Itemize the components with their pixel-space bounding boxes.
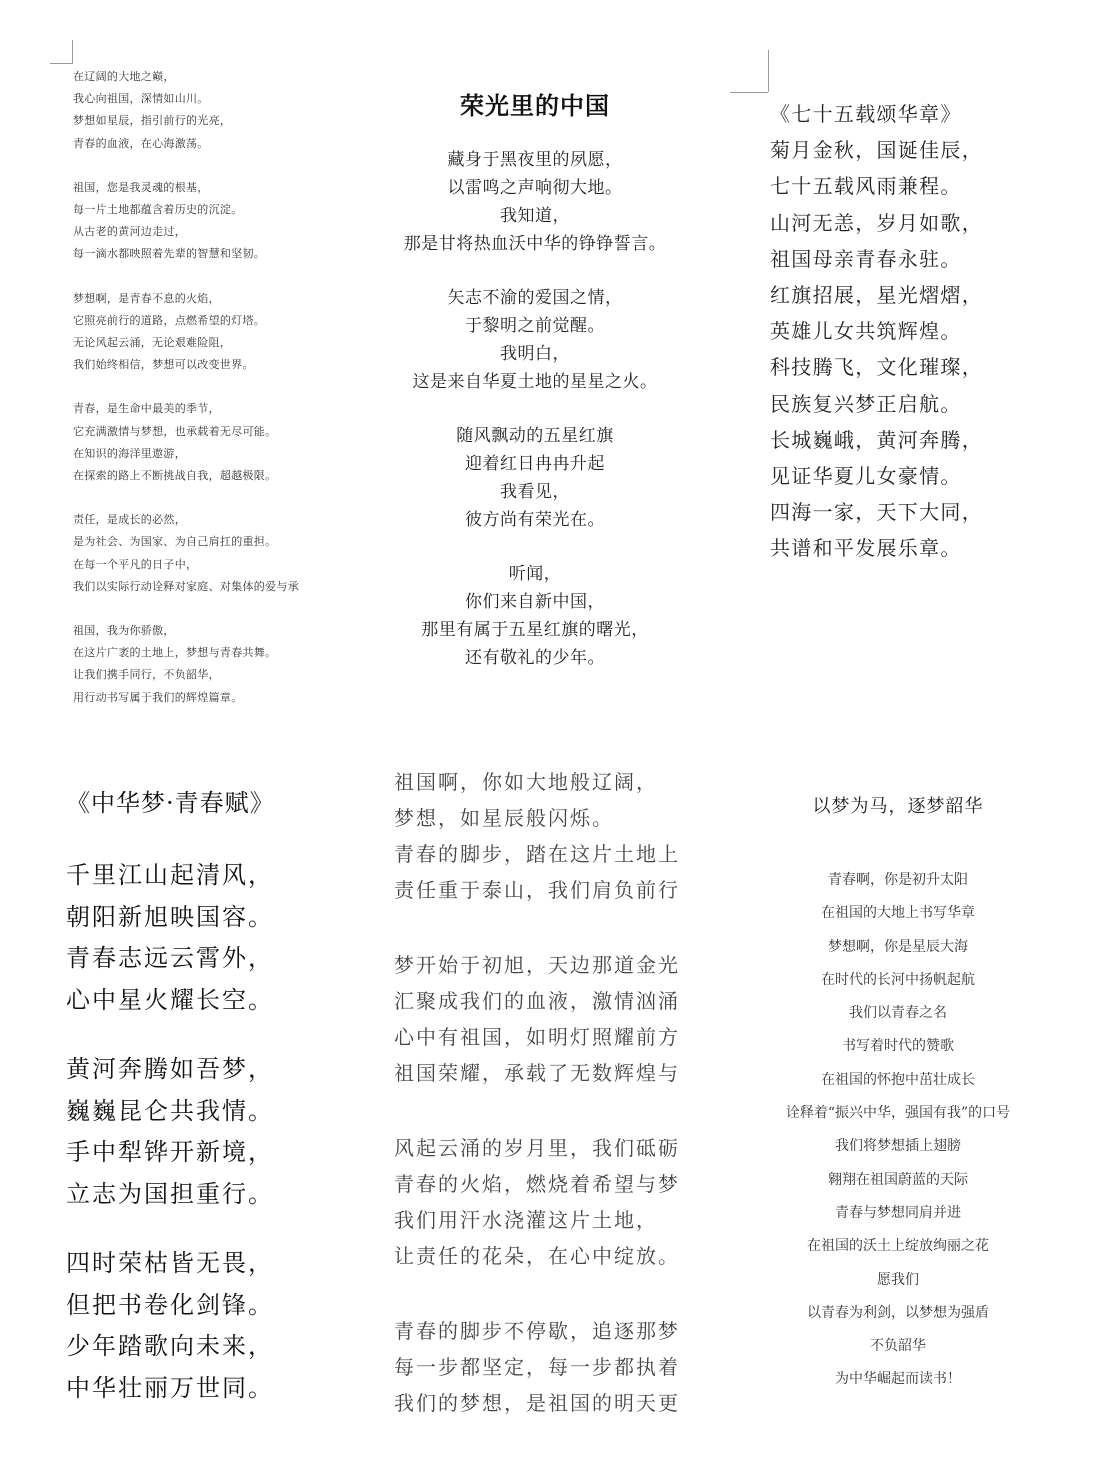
- poem-line: 它照亮前行的道路，点燃希望的灯塔。: [73, 313, 266, 327]
- poem-line: 听闻，: [508, 564, 562, 584]
- poem-line: 山河无恙，岁月如歌，: [770, 210, 983, 235]
- poem-line: 我明白，: [500, 344, 570, 364]
- stanza: [394, 947, 734, 1091]
- poem-line: 青春的血液，在心海激荡。: [73, 136, 209, 150]
- poem-line: 每一片土地都蕴含着历史的沉淀。: [73, 203, 243, 217]
- poem-top-left: [73, 66, 373, 731]
- poem-line: 巍巍昆仑共我情。: [66, 1096, 274, 1125]
- poem-title: 《七十五载颂华章》: [770, 102, 962, 126]
- poem-line: 七十五载风雨兼程。: [770, 174, 962, 199]
- poem-line: 以青春为利剑，以梦想为强盾: [807, 1304, 989, 1321]
- poem-line: 让我们携手同行，不负韶华，: [73, 668, 220, 682]
- poem-line: 青春与梦想同肩并进: [835, 1204, 961, 1221]
- stanza: [73, 66, 373, 155]
- poem-line: 梦想啊，是青春不息的火焰，: [73, 291, 220, 305]
- poem-line: 我们以青春之名: [849, 1005, 947, 1022]
- poem-line: 在辽阔的大地之巅，: [73, 70, 175, 83]
- poem-line: 在知识的海洋里遨游，: [73, 446, 186, 460]
- stanza: [380, 422, 690, 534]
- poem-line: 心中星火耀长空。: [66, 985, 274, 1014]
- poem-line: 长城巍峨，黄河奔腾，: [770, 427, 983, 452]
- poem-line: 青春，是生命中最美的季节，: [73, 402, 220, 416]
- poem-top-center: [380, 88, 690, 698]
- poem-line: 这是来自华夏土地的星星之火。: [412, 372, 658, 392]
- poem-line: 在时代的长河中扬帆起航: [821, 971, 975, 988]
- poem-line: 在祖国的大地上书写华章: [821, 905, 975, 922]
- stanza: [73, 177, 373, 266]
- poem-line: 是为社会、为国家、为自己肩扛的重担。: [73, 535, 277, 549]
- poem-line: 用行动书写属于我们的辉煌篇章。: [73, 690, 243, 704]
- poem-line: 英雄儿女共筑辉煌。: [770, 319, 962, 344]
- poem-line: 我们的梦想，是祖国的明天更: [394, 1391, 680, 1415]
- poem-line: 在祖国的怀抱中茁壮成长: [821, 1071, 975, 1088]
- poem-line: 它充满激情与梦想，也承载着无尽可能。: [73, 424, 277, 438]
- poem-bottom-left: [66, 781, 366, 1437]
- poem-line: 民族复兴梦正启航。: [770, 391, 962, 416]
- poem-line: 汇聚成我们的血液，激情汹涌: [394, 989, 680, 1013]
- poem-line: 以雷鸣之声响彻大地。: [447, 178, 623, 198]
- poem-line: 不负韶华: [870, 1338, 926, 1355]
- poem-line: 每一步都坚定，每一步都执着: [394, 1355, 680, 1379]
- poem-line: 祖国，您是我灵魂的根基，: [73, 180, 209, 194]
- poem-line: 风起云涌的岁月里，我们砥砺: [394, 1136, 680, 1160]
- poem-line: 千里江山起清风，: [66, 861, 274, 889]
- poem-line: 那是甘将热血沃中华的铮铮誓言。: [403, 234, 667, 254]
- poem-line: 责任重于泰山，我们肩负前行: [394, 878, 680, 902]
- poem-line: 红旗招展，星光熠熠，: [770, 283, 983, 308]
- poem-line: 在探索的路上不断挑战自我，超越极限。: [73, 469, 277, 483]
- poem-line: 于黎明之前觉醒。: [465, 316, 605, 336]
- poem-line: 无论风起云涌，无论艰难险阻，: [73, 336, 232, 350]
- poem-line: 少年踏歌向未来，: [66, 1332, 274, 1360]
- poem-line: 青春的火焰，燃烧着希望与梦: [394, 1172, 680, 1196]
- poem-line: 祖国母亲青春永驻。: [770, 246, 962, 271]
- poem-line: 我们以实际行动诠释对家庭、对集体的爱与承: [73, 579, 299, 593]
- poem-line: 见证华夏儿女豪情。: [770, 464, 962, 489]
- poem-line: 梦想如星辰，指引前行的光亮，: [73, 114, 232, 128]
- poem-line: 书写着时代的赞歌: [842, 1038, 954, 1055]
- poem-line: 我看见，: [500, 482, 570, 502]
- poem-line: 青春的脚步，踏在这片土地上: [394, 842, 680, 866]
- poem-line: 青春的脚步不停歇，追逐那梦: [394, 1319, 680, 1343]
- poem-line: 青春志远云霄外，: [66, 944, 274, 972]
- poem-line: 但把书卷化剑锋。: [66, 1290, 274, 1319]
- poem-title: 以梦为马，逐梦韶华: [812, 796, 984, 817]
- poem-line: 你们来自新中国，: [465, 592, 605, 612]
- poem-line: 四时荣枯皆无畏，: [66, 1249, 274, 1277]
- stanza: [73, 620, 373, 709]
- poem-line: 矢志不渝的爱国之情，: [447, 288, 623, 308]
- poem-line: 还有敬礼的少年。: [465, 648, 605, 668]
- poem-line: 在祖国的沃土上绽放绚丽之花: [807, 1238, 989, 1255]
- poem-line: 梦开始于初旭，天边那道金光: [394, 953, 680, 977]
- stanza: [394, 1313, 734, 1421]
- poem-line: 为中华崛起而读书！: [835, 1371, 961, 1388]
- poem-line: 立志为国担重行。: [66, 1179, 274, 1208]
- stanza: [66, 1243, 366, 1409]
- poem-line: 在每一个平凡的日子中，: [73, 557, 198, 571]
- poem-top-right: [770, 96, 1070, 567]
- stanza: [73, 398, 373, 487]
- poem-line: 随风飘动的五星红旗: [456, 426, 614, 446]
- poem-line: 梦想，如星辰般闪烁。: [394, 806, 614, 830]
- stanza: [394, 1130, 734, 1274]
- poem-title: 荣光里的中国: [460, 91, 610, 120]
- poem-line: 让责任的花朵，在心中绽放。: [394, 1244, 680, 1268]
- poem-line: 每一滴水都映照着先辈的智慧和坚韧。: [73, 247, 266, 261]
- poem-line: 我们将梦想插上翅膀: [835, 1138, 961, 1155]
- poem-line: 我知道，: [500, 206, 570, 226]
- poem-line: 共谱和平发展乐章。: [770, 536, 962, 561]
- stanza: [394, 764, 734, 908]
- poem-line: 心中有祖国，如明灯照耀前方: [394, 1025, 680, 1049]
- poem-line: 科技腾飞，文化璀璨，: [770, 355, 983, 380]
- poem-line: 黄河奔腾如吾梦，: [66, 1055, 274, 1083]
- stanza: [66, 1049, 366, 1215]
- poem-line: 祖国啊，你如大地般辽阔，: [394, 770, 658, 794]
- poem-line: 责任，是成长的必然，: [73, 513, 186, 527]
- poem-line: 那里有属于五星红旗的曙光，: [421, 620, 649, 640]
- poem-line: 梦想啊，你是星辰大海: [828, 938, 968, 955]
- poem-line: 我们始终相信，梦想可以改变世界。: [73, 358, 254, 372]
- poem-line: 从古老的黄河边走过，: [73, 225, 186, 239]
- poem-line: 诠释着“振兴中华，强国有我”的口号: [785, 1105, 1011, 1122]
- poem-line: 藏身于黑夜里的夙愿，: [447, 150, 623, 170]
- stanza: [73, 288, 373, 377]
- stanza: [380, 560, 690, 672]
- poem-line: 我们用汗水浇灌这片土地，: [394, 1208, 658, 1232]
- poem-line: 在这片广袤的土地上，梦想与青春共舞。: [73, 646, 277, 660]
- poem-line: 中华壮丽万世同。: [66, 1373, 274, 1402]
- stanza: [380, 284, 690, 396]
- poem-line: 祖国，我为你骄傲，: [73, 624, 175, 638]
- poem-line: 青春啊，你是初升太阳: [828, 872, 968, 888]
- poem-line: 我心向祖国，深情如山川。: [73, 92, 209, 106]
- poem-line: 愿我们: [877, 1271, 919, 1288]
- poem-line: 祖国荣耀，承载了无数辉煌与: [394, 1061, 680, 1085]
- poem-line: 翱翔在祖国蔚蓝的天际: [828, 1171, 968, 1188]
- poem-line: 四海一家，天下大同，: [770, 500, 983, 525]
- poem-line: 手中犁铧开新境，: [66, 1138, 274, 1166]
- poem-title: 《中华梦·青春赋》: [66, 789, 275, 817]
- poem-bottom-center: [394, 764, 734, 1460]
- poem-line: 迎着红日冉冉升起: [465, 454, 605, 474]
- stanza: [380, 146, 690, 258]
- poem-line: 菊月金秋，国诞佳辰，: [770, 138, 983, 163]
- poem-bottom-right: [748, 792, 1048, 1397]
- poem-line: 彼方尚有荣光在。: [465, 510, 605, 530]
- poem-line: 朝阳新旭映国容。: [66, 902, 274, 931]
- stanza: [73, 509, 373, 598]
- stanza: [66, 855, 366, 1021]
